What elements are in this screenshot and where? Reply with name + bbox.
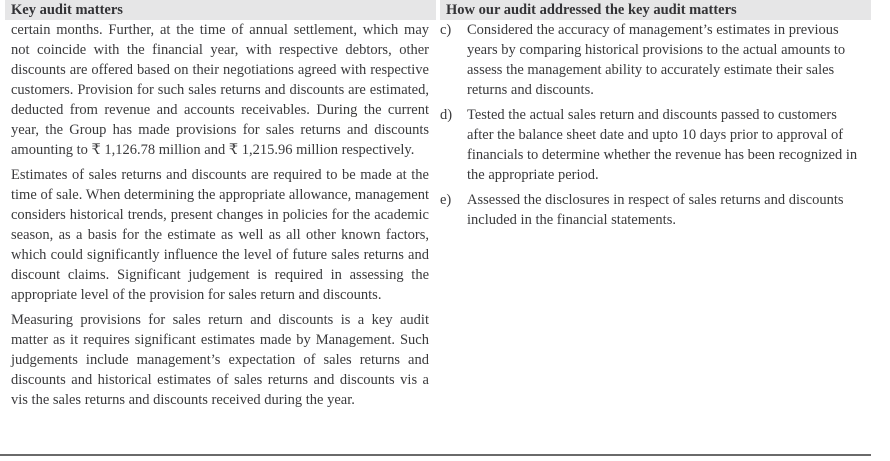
header-key-audit-matters: Key audit matters bbox=[5, 0, 436, 20]
item-text: Tested the actual sales return and discounts passed to customers after the balance sheet date and upto 10 days prior to approval of financials to determine whether the revenue has been recognized in the appropriate period. bbox=[467, 107, 858, 183]
audit-procedure-item bbox=[440, 105, 860, 185]
item-marker: d) bbox=[440, 107, 453, 123]
key-audit-matters-table bbox=[5, 0, 871, 410]
item-marker: c) bbox=[440, 22, 452, 38]
matter-paragraph: Measuring provisions for sales return and discounts is a key audit matter as it requires significant estimates made by Management. Such judgements include management’s expectation of sales returns and discounts and historical estimates of sales returns and discounts vis a vis the sales returns and discounts received during the year. bbox=[11, 312, 429, 408]
matter-paragraph: Estimates of sales returns and discounts are required to be made at the time of sale. When determining the appropriate allowance, management considers historical trends, present changes in policies for the academic season, as a basis for the estimate as well as all other known factors, which could significantly influence the level of future sales returns and discount claims. Significant judgement is required in assessing the appropriate level of the provision for sales return and discounts. bbox=[11, 167, 429, 303]
table-bottom-rule bbox=[0, 454, 871, 456]
audit-procedure-item bbox=[440, 190, 860, 230]
header-audit-response: How our audit addressed the key audit matters bbox=[440, 0, 871, 20]
table-header-row bbox=[5, 0, 871, 20]
table-body-row bbox=[5, 20, 871, 410]
item-text: Considered the accuracy of management’s estimates in previous years by comparing historical provisions to the actual amounts to assess the management ability to accurately estimate their sales returns and discounts. bbox=[467, 22, 846, 98]
item-text: Assessed the disclosures in respect of sales returns and discounts included in the financial statements. bbox=[467, 192, 844, 228]
matter-paragraph: certain months. Further, at the time of annual settlement, which may not coincide with the financial year, with respective debtors, other discounts are offered based on their negotiations agreed with respective customers. Provision for such sales returns and discounts are estimated, deducted from revenue and accounts receivables. During the current year, the Group has made provisions for sales returns and discounts amounting to ₹ 1,126.78 million and ₹ 1,215.96 million respectively. bbox=[11, 22, 429, 158]
item-marker: e) bbox=[440, 192, 452, 208]
audit-response-column bbox=[440, 20, 860, 410]
audit-procedure-item bbox=[440, 20, 860, 100]
key-audit-matters-column bbox=[5, 20, 429, 410]
